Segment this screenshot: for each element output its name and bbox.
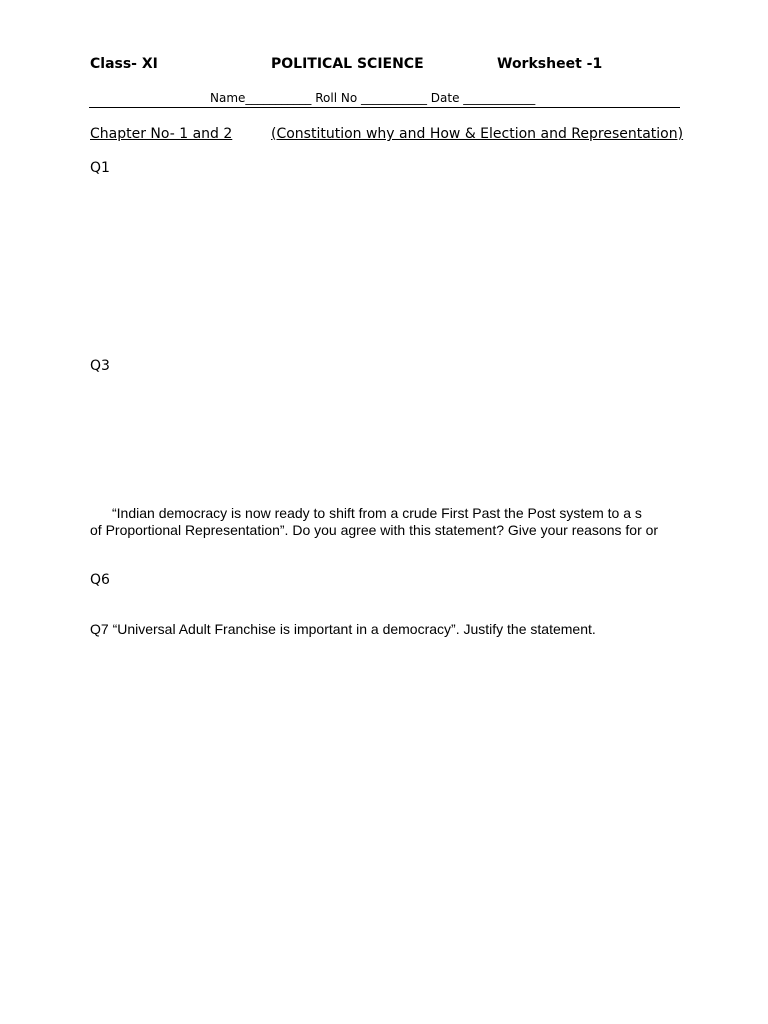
student-fields-line: Name___________ Roll No ___________ Date ____________ [210,91,536,105]
question-q3: Q3 [90,358,110,374]
header-divider [89,107,680,108]
chapter-topics: (Constitution why and How & Election and Representation) [271,126,684,142]
question-q5-line-2: of Proportional Representation”. Do you agree with this statement? Give your reasons for or [90,522,659,538]
worksheet-title: Worksheet -1 [497,56,603,72]
class-label: Class- XI [90,56,158,72]
question-q7: Q7 “Universal Adult Franchise is important in a democracy”. Justify the statement. [90,621,596,637]
question-q5-line-1: “Indian democracy is now ready to shift from a crude First Past the Post system to a s [112,505,642,521]
question-q6: Q6 [90,572,110,588]
question-q1: Q1 [90,160,110,176]
subject-title: POLITICAL SCIENCE [271,56,424,72]
chapter-label: Chapter No- 1 and 2 [90,126,233,142]
